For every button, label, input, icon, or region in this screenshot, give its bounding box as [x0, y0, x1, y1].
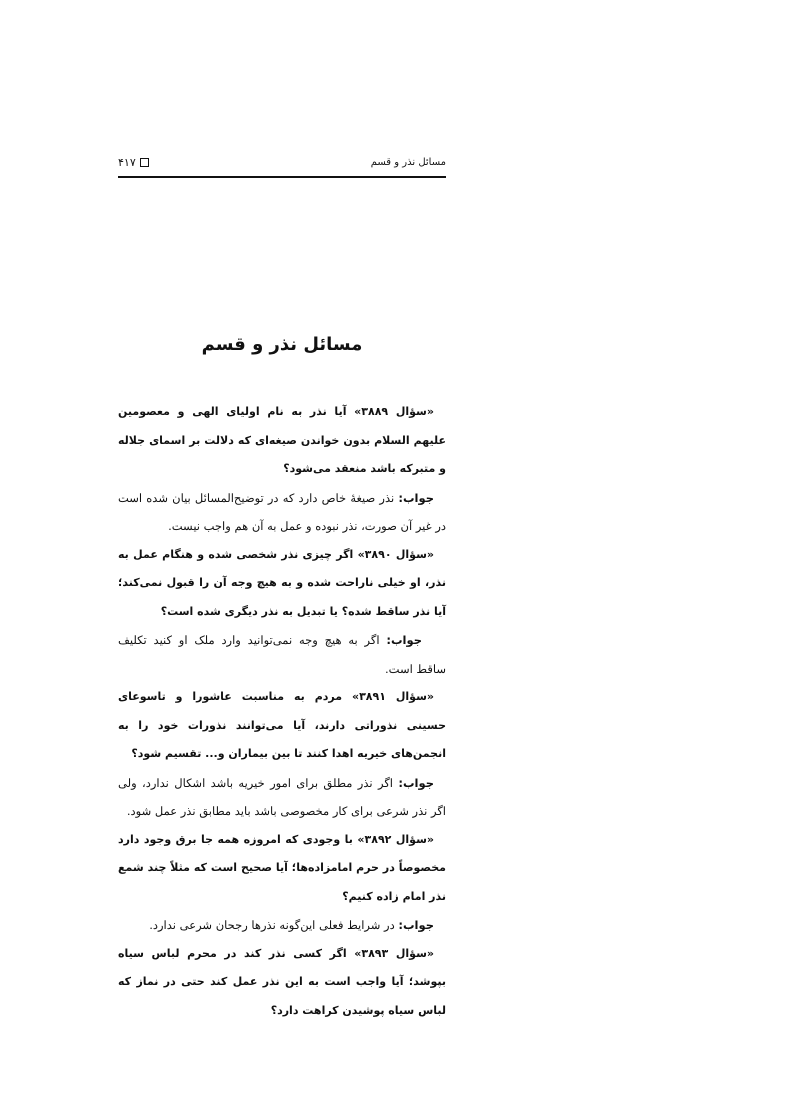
page-number: ۴۱۷ — [118, 155, 136, 169]
square-icon — [140, 158, 149, 167]
answer-text: اگر به هیچ وجه نمی‌توانید وارد ملک او کنید تکلیف ساقط است. — [118, 633, 446, 676]
question-3893: «سؤال ۳۸۹۳» اگر کسی نذر کند در محرم لباس سیاه بپوشد؛ آیا واجب است به این نذر عمل کند حتی در نماز که لباس سیاه پوشیدن کراهت دارد؟ — [118, 946, 446, 1017]
answer-text: در شرایط فعلی این‌گونه نذرها رجحان شرعی ندارد. — [149, 918, 395, 932]
question-3889: «سؤال ۳۸۸۹» آیا نذر به نام اولیای الهی و معصومین علیهم السلام بدون خواندن صیغه‌ای که دلالت بر اسمای جلاله و متبرکه باشد منعقد می‌شود؟ — [118, 405, 446, 475]
answer-3890 — [118, 626, 446, 683]
question-3892: «سؤال ۳۸۹۲» با وجودی که امروزه همه جا برق وجود دارد مخصوصاً در حرم امامزاده‌ها؛ آیا صحیح است که مثلاً چند شمع نذر امام زاده کنیم؟ — [118, 832, 446, 903]
answer-label: جواب: — [386, 633, 422, 647]
answer-3889 — [118, 484, 446, 541]
question-3890: «سؤال ۳۸۹۰» اگر چیزی نذر شخصی شده و هنگام عمل به نذر، او خیلی ناراحت شده و به هیچ وجه آن را قبول نمی‌کند؛ آیا نذر ساقط شده؟ یا تبدیل به نذر دیگری شده است؟ — [118, 547, 446, 618]
question-3891: «سؤال ۳۸۹۱» مردم به مناسبت عاشورا و تاسوعای حسینی نذوراتی دارند، آیا می‌توانند نذورات خود را به انجمن‌های خیریه اهدا کنند تا بین بیماران و... تقسیم شود؟ — [118, 690, 446, 760]
qa-list — [118, 398, 446, 1025]
answer-text: اگر نذر مطلق برای امور خیریه باشد اشکال ندارد، ولی اگر نذر شرعی برای کار مخصوصی باشد باید مطابق نذر عمل شود. — [118, 775, 446, 818]
answer-3891 — [118, 769, 446, 826]
answer-label: جواب: — [398, 918, 434, 932]
document-page — [118, 0, 446, 1100]
header-rule — [118, 176, 446, 178]
answer-label: جواب: — [398, 490, 434, 505]
answer-text: نذر صیغهٔ خاص دارد که در توضیح‌المسائل بیان شده است در غیر آن صورت، نذر نبوده و عمل به آن هم واجب نیست. — [118, 490, 446, 533]
page-number-group — [118, 156, 149, 169]
running-title: مسائل نذر و قسم — [370, 156, 446, 168]
answer-3892 — [118, 911, 446, 940]
chapter-title: مسائل نذر و قسم — [201, 334, 363, 355]
running-header — [118, 151, 446, 173]
answer-label: جواب: — [398, 775, 434, 790]
